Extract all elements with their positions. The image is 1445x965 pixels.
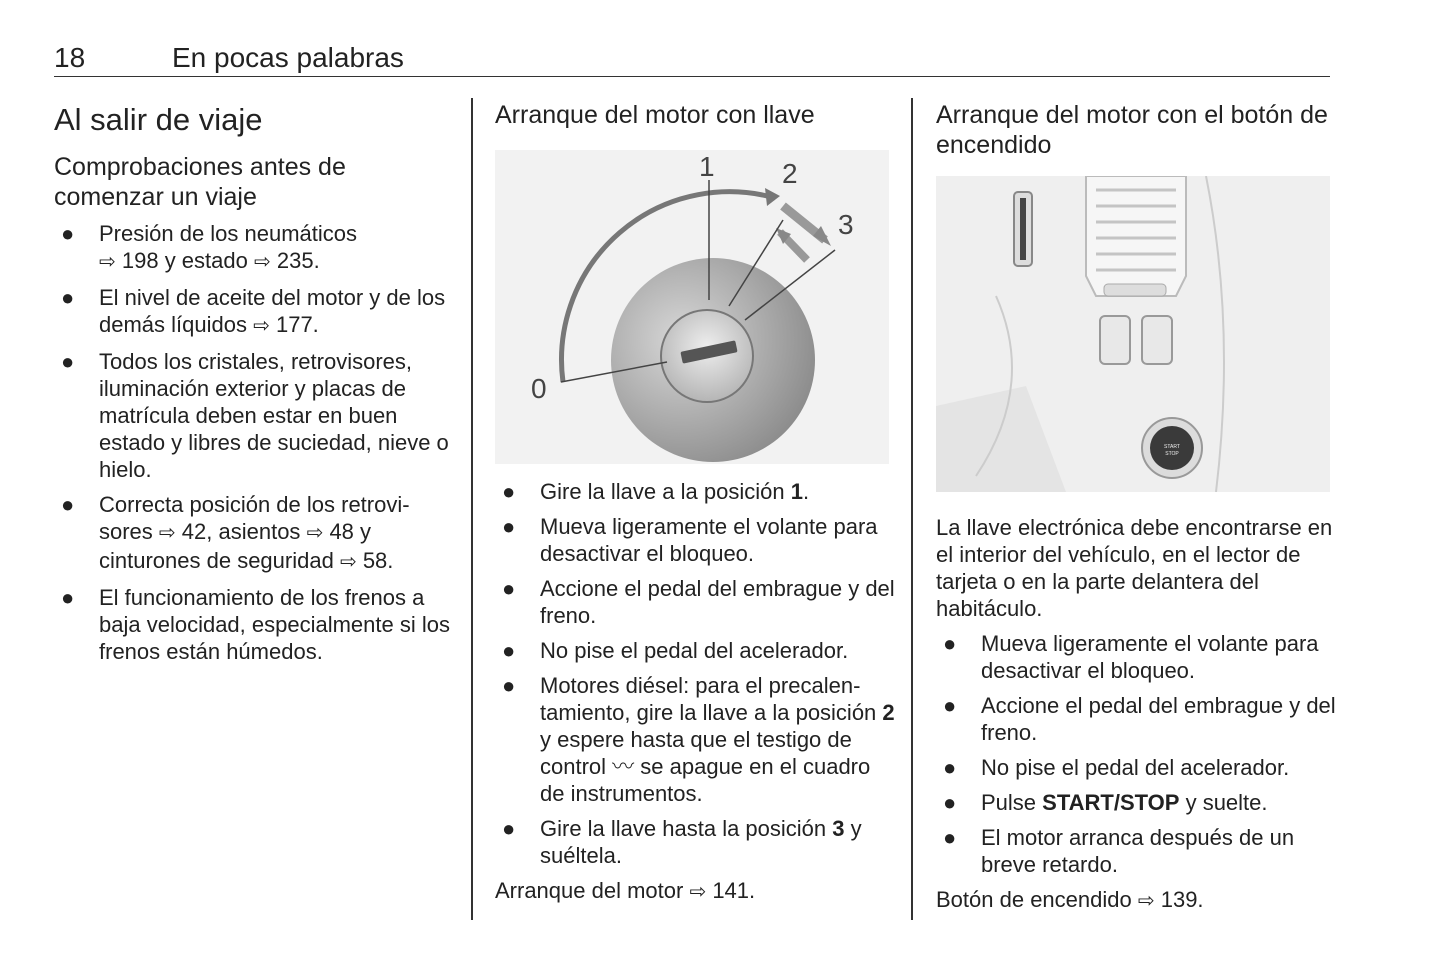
position-label-0: 0 [531, 373, 547, 404]
svg-text:START: START [1164, 444, 1180, 450]
ignition-key-figure [495, 150, 889, 464]
list-item: ● Pulse START/STOP y suelte. [943, 790, 1268, 815]
page-ref-icon: ⇨ [306, 522, 324, 544]
glow-plug-icon: 〰 [612, 754, 635, 779]
list-item: ● No pise el pedal del acelerador. [502, 638, 849, 663]
checklist [54, 220, 454, 665]
list-item: ● El funcionamiento de los frenos a baja velocidad, especialmente si los frenos están húmedos. [61, 585, 450, 664]
list-item: ● El nivel de aceite del motor y de los demás líquidos ⇨ 177. [61, 285, 446, 337]
cross-reference: Botón de encendido ⇨ 139. [936, 887, 1204, 912]
dashboard-illustration [936, 176, 1330, 492]
column-left [54, 96, 454, 665]
column-divider [911, 98, 913, 920]
position-label-1: 1 [699, 151, 715, 182]
list-item: ● Mueva ligeramente el volante para desactivar el bloqueo. [943, 631, 1319, 683]
instruction-list [495, 478, 895, 869]
list-item: ● Gire la llave hasta la posición 3 y suéltela. [502, 816, 862, 868]
section-heading: Arranque del motor con el botón de encendido [936, 101, 1328, 159]
list-item: ● Accione el pedal del embrague y del freno. [943, 693, 1336, 745]
page-ref-icon: ⇨ [158, 522, 176, 544]
column-divider [471, 98, 473, 920]
list-item: ● Accione el pedal del embrague y del freno. [502, 576, 895, 628]
column-right [936, 96, 1336, 915]
instruction-list [936, 630, 1336, 878]
section-title: En pocas palabras [172, 42, 404, 73]
page-ref-icon: ⇨ [253, 251, 271, 273]
page-ref-icon: ⇨ [253, 315, 270, 337]
ignition-illustration [495, 150, 889, 464]
page-ref-icon: ⇨ [689, 881, 707, 903]
list-item: ● Todos los cristales, retrovisores, iluminación exterior y placas de matrícula deben estar en buen estado y libres de suciedad, nieve o hielo. [61, 349, 449, 482]
subheading: Comprobaciones antes de comenzar un viaje [54, 153, 346, 211]
list-item: ● Mueva ligeramente el volante para desactivar el bloqueo. [502, 514, 878, 566]
section-heading: Al salir de viaje [54, 102, 263, 137]
list-item: ● Motores diésel: para el precalentamiento, gire la llave a la posición 2 y espere hasta que el testigo de control 〰 se apague en el cuadro de instrumentos. [502, 673, 895, 806]
page-ref-icon: ⇨ [99, 251, 116, 273]
intro-paragraph: La llave electrónica debe encontrarse en el interior del vehículo, en el lector de tarjeta o en la parte delantera del habitáculo. [936, 515, 1333, 621]
position-label-2: 2 [782, 158, 798, 189]
list-item: ● Gire la llave a la posición 1. [502, 479, 810, 504]
page-ref-icon: ⇨ [1137, 890, 1155, 912]
svg-text:STOP: STOP [1165, 451, 1179, 457]
list-item: ● Correcta posición de los retrovisores ⇨ 42, asientos ⇨ 48 y cinturones de seguridad ⇨ 58. [61, 492, 410, 573]
page-ref-icon: ⇨ [339, 551, 357, 573]
position-label-3: 3 [838, 209, 854, 240]
section-heading: Arranque del motor con llave [495, 101, 815, 129]
page-number: 18 [54, 42, 86, 73]
list-item: ● No pise el pedal del acelerador. [943, 755, 1290, 780]
start-button-figure [936, 176, 1330, 492]
page-header [54, 40, 1330, 77]
column-middle [495, 96, 895, 906]
list-item: ● El motor arranca después de un breve retardo. [943, 825, 1295, 877]
cross-reference: Arranque del motor ⇨ 141. [495, 878, 756, 903]
list-item: ● Presión de los neumáticos ⇨ 198 y estado ⇨ 235. [61, 221, 358, 273]
